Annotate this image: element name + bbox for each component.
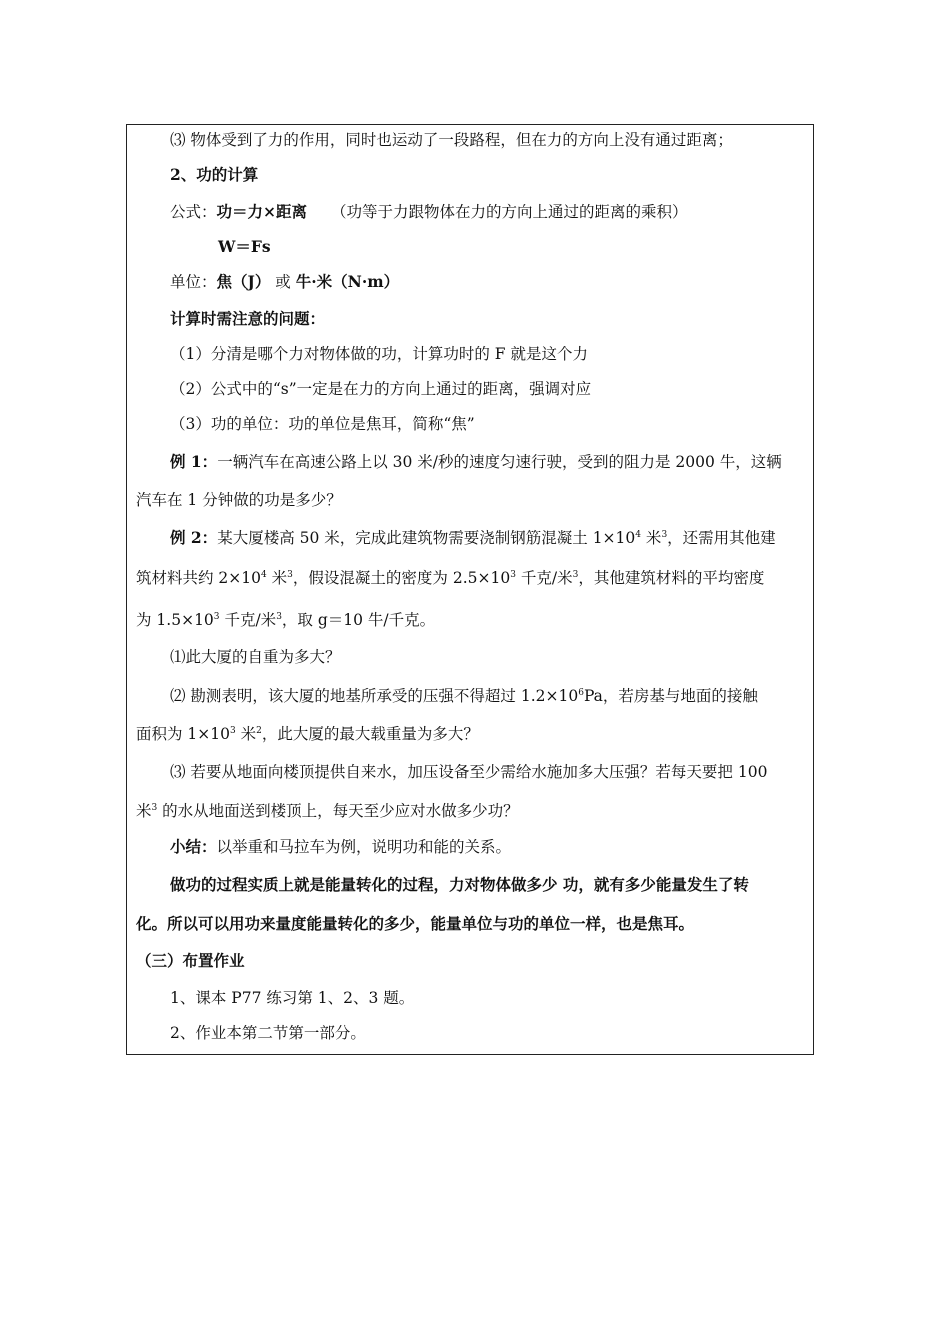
question-3-text: 的水从地面送到楼顶上，每天至少应对水做多少功？ xyxy=(157,802,519,820)
example-1-line-1 xyxy=(170,452,782,472)
example-2-line-3 xyxy=(136,610,435,630)
note-item-1: （1）分清是哪个力对物体做的功，计算功时的 F 就是这个力 xyxy=(170,345,588,363)
question-2-text: 面积为 1×10 xyxy=(136,725,230,743)
exponent: 4 xyxy=(261,570,267,580)
exponent: 3 xyxy=(661,530,668,540)
homework-item-2: 2、作业本第二节第一部分。 xyxy=(170,1024,366,1042)
formula-label: 公式： xyxy=(170,203,217,221)
exponent: 3 xyxy=(276,612,282,622)
example-2-text: ，还需用其他建 xyxy=(667,529,776,547)
note-item-3: （3）功的单位：功的单位是焦耳，简称“焦” xyxy=(170,415,475,433)
example-2-text: 千克/米 xyxy=(219,611,277,629)
question-2-line-2 xyxy=(136,724,479,744)
unit-label: 单位： xyxy=(170,273,217,291)
example-2-line-2 xyxy=(136,568,764,588)
question-3-text: 米 xyxy=(136,802,152,820)
conclusion-line-1: 做功的过程实质上就是能量转化的过程，力对物体做多少 功，就有多少能量发生了转 xyxy=(170,875,749,894)
question-3-line-2 xyxy=(136,801,519,821)
exponent: 3 xyxy=(230,726,236,736)
text-line-condition-3: ⑶ 物体受到了力的作用，同时也运动了一段路程，但在力的方向上没有通过距离； xyxy=(170,131,733,149)
exponent: 3 xyxy=(572,570,579,580)
example-2-text: 千克/米 xyxy=(515,569,573,587)
exponent: 3 xyxy=(213,612,220,622)
question-2-text: ，此大厦的最大载重量为多大？ xyxy=(261,725,479,743)
question-2-text: ⑵ 勘测表明，该大厦的地基所承受的压强不得超过 1.2×10 xyxy=(170,687,579,705)
example-2-text: ，假设混凝土的密度为 2.5×10 xyxy=(292,569,511,587)
example-2-text: 筑材料共约 2×10 xyxy=(136,569,261,587)
unit-newton-meter: 牛·米（N·m） xyxy=(295,272,400,291)
example-1-text: 一辆汽车在高速公路上以 30 米/秒的速度匀速行驶，受到的阻力是 2000 牛，这辆 xyxy=(217,453,782,471)
example-2-text: ，取 g＝10 牛/千克。 xyxy=(281,611,436,629)
formula-note: （功等于力跟物体在力的方向上通过的距离的乘积） xyxy=(331,203,688,221)
example-2-text: 为 1.5×10 xyxy=(136,611,214,629)
question-3-line-1: ⑶ 若要从地面向楼顶提供自来水，加压设备至少需给水施加多大压强？若每天要把 100 xyxy=(170,763,768,781)
notes-heading: 计算时需注意的问题： xyxy=(170,309,326,328)
note-item-2: （2）公式中的“s”一定是在力的方向上通过的距离，强调对应 xyxy=(170,380,592,398)
formula-text: 功＝力×距离 xyxy=(216,202,308,221)
exponent: 4 xyxy=(635,530,641,540)
section-heading-work-calc: 2、功的计算 xyxy=(170,165,259,184)
question-2-line-1 xyxy=(170,686,758,706)
unit-or: 或 xyxy=(275,273,291,291)
example-1-line-2: 汽车在 1 分钟做的功是多少？ xyxy=(136,491,342,509)
summary-text: 以举重和马拉车为例，说明功和能的关系。 xyxy=(216,838,512,856)
unit-line xyxy=(170,272,399,292)
example-2-line-1 xyxy=(170,528,776,548)
homework-heading: （三）布置作业 xyxy=(136,951,245,970)
question-2-text: Pa，若房基与地面的接触 xyxy=(583,687,758,705)
example-2-label: 例 2： xyxy=(170,528,218,547)
question-2-text: 米 xyxy=(235,725,257,743)
exponent: 6 xyxy=(578,688,584,698)
unit-joule: 焦（J） xyxy=(216,272,271,291)
homework-item-1: 1、课本 P77 练习第 1、2、3 题。 xyxy=(170,989,415,1007)
example-2-text: 米 xyxy=(266,569,288,587)
formula-line xyxy=(170,202,688,222)
formula-symbolic: W＝Fs xyxy=(218,237,271,256)
example-1-label: 例 1： xyxy=(170,452,218,471)
exponent: 3 xyxy=(287,570,293,580)
conclusion-line-2: 化。所以可以用功来量度能量转化的多少，能量单位与功的单位一样，也是焦耳。 xyxy=(136,914,695,933)
exponent: 3 xyxy=(151,803,158,813)
example-2-text: 米 xyxy=(641,529,662,547)
question-1: ⑴此大厦的自重为多大？ xyxy=(170,648,341,666)
example-2-text: 某大厦楼高 50 米，完成此建筑物需要浇制钢筋混凝土 1×10 xyxy=(217,529,636,547)
summary-line xyxy=(170,837,511,857)
summary-label: 小结： xyxy=(170,837,217,856)
exponent: 3 xyxy=(510,570,516,580)
example-2-text: ，其他建筑材料的平均密度 xyxy=(578,569,765,587)
exponent: 2 xyxy=(256,726,262,736)
